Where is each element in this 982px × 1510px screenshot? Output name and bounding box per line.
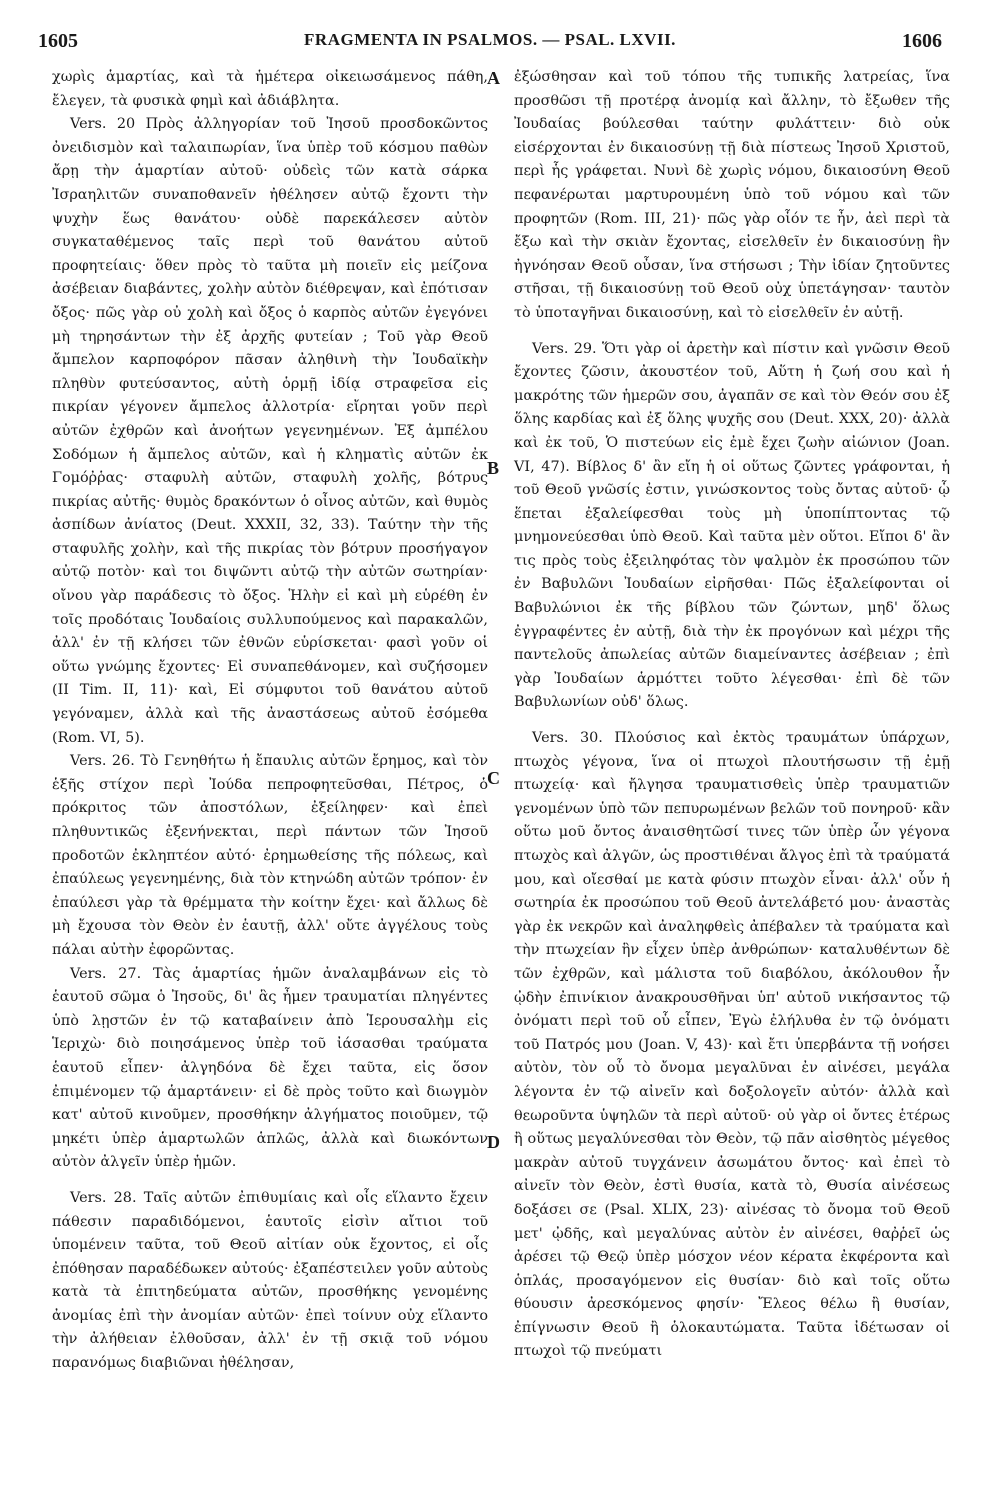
right-column bbox=[514, 66, 950, 1364]
paragraph-vers-26: Vers. 26. Τὸ Γενηθήτω ἡ ἔπαυλις αὐτῶν ἔρημος, καὶ τὸν ἑξῆς στίχον περὶ Ἰούδα πεπροφητεῦσθαι, Πέτρος, ὁ πρόκριτος τῶν ἀποστόλων, ἐξείληφεν· καὶ ἐπεὶ πληθυντικῶς ἐξενήνεκται, περὶ πάντων τῶν Ἰησοῦ προδοτῶν ἐκληπτέον αὐτό· ἐρημωθείσης τῆς πόλεως, καὶ ἐπαύλεως γεγενημένης, διὰ τὸν κτηνώδη αὐτῶν τρόπον· ἐν ἐπαύλεσι γὰρ τὰ θρέμματα τὴν κοίτην ἔχει· καὶ ἄλλως δὲ μὴ ἔχουσα τὸν Θεὸν ἐν ἑαυτῇ, ἀλλ' οὔτε ἀγγέλους τοὺς πάλαι αὐτὴν ἐφορῶντας. bbox=[52, 753, 488, 958]
margin-letter-a: A bbox=[487, 68, 500, 88]
margin-letter-b: B bbox=[487, 458, 500, 478]
page-number-right: 1606 bbox=[902, 30, 942, 52]
page-number-left: 1605 bbox=[38, 30, 78, 52]
paragraph-vers-30: Vers. 30. Πλούσιος καὶ ἐκτὸς τραυμάτων ὑπάρχων, πτωχὸς γέγονα, ἵνα οἱ πτωχοὶ πλουτήσωσιν τῇ ἐμῇ πτωχείᾳ· καὶ ἤλγησα τραυματισθεὶς ὑπὲρ τραυματιῶν γενομένων ὑπὸ τῶν πεπυρωμένων βελῶν τοῦ πονηροῦ· κἂν οὕτω μοῦ ὄντος ἀναισθητῶσί τινες τῶν ὑπὲρ ὧν γέγονα πτωχὸς καὶ ἀλγῶν, ὡς προστιθέναι ἄλγος ἐπὶ τὰ τραύματά μου, καὶ οἴεσθαί με κατὰ φύσιν πτωχὸν εἶναι· ἀλλ' οὖν ἡ σωτηρία ἐκ προσώπου τοῦ Θεοῦ ἀντελάβετό μου· ἀναστὰς γὰρ ἐκ νεκρῶν καὶ ἀναληφθεὶς ἀπέβαλεν τὰ τραύματα καὶ τὴν πτωχείαν ἣν εἶχεν ὑπὲρ ἀνθρώπων· καταλυθέντων δὲ τῶν ἐχθρῶν, καὶ μάλιστα τοῦ διαβόλου, ἀκόλουθον ἦν ᾠδὴν ἐπινίκιον ἀνακρουσθῆναι ὑπ' αὐτοῦ νικήσαντος τῷ ὀνόματι περὶ τοῦ οὗ εἶπεν, Ἐγὼ ἐλήλυθα ἐν τῷ ὀνόματι τοῦ Πατρός μου (Joan. V, 43)· καὶ ἔτι ὑπερβάντα τῇ νοήσει αὐτὸν, τὸν οὗ τὸ ὄνομα μεγαλῦναι ἐν αἰνέσει, μεγάλα λέγοντα ἐν τῷ αἰνεῖν καὶ δοξολογεῖν αὐτόν· ἀλλὰ καὶ θεωροῦντα ὑψηλῶν τὰ περὶ αὐτοῦ· οὐ γὰρ οἱ ὄντες ἑτέρως ἢ οὕτως μεγαλύνεσθαι τὸν Θεὸν, τῷ πᾶν αἰσθητὸς μέγεθος μακρὰν αὐτοῦ τυγχάνειν ἀσωμάτου ὄντος· καὶ ἐπεὶ τὸ αἰνεῖν τὸν Θεὸν, ἐστὶ θυσία, κατὰ τὸ, Θυσία αἰνέσεως δοξάσει σε (Psal. XLIX, 23)· αἰνέσας τὸ ὄνομα τοῦ Θεοῦ μετ' ᾠδῆς, καὶ μεγαλύνας αὐτὸν ἐν αἰνέσει, θαῤῥεῖ ὡς ἀρέσει τῷ Θεῷ ὑπὲρ μόσχον νέον κέρατα ἐκφέροντα καὶ ὁπλάς, προσαγόμενον εἰς θυσίαν· διὸ καὶ τοῖς οὕτω θύουσιν ἀρεσκόμενος φησίν· Ἔλεος θέλω ἢ θυσίαν, ἐπίγνωσιν Θεοῦ ἢ ὁλοκαυτώματα. Ταῦτα ἰδέτωσαν οἱ πτωχοὶ τῷ πνεύματι bbox=[514, 730, 950, 1360]
paragraph-continuation-right: ἐξώσθησαν καὶ τοῦ τόπου τῆς τυπικῆς λατρείας, ἵνα προσθῶσι τῇ προτέρᾳ ἀνομίᾳ καὶ ἄλλην, τὸ ἔξωθεν τῆς Ἰουδαίας βούλεσθαι ταύτην φυλάττειν· διὸ οὐκ εἰσέρχονται ἐν δικαιοσύνῃ τῇ διὰ πίστεως Ἰησοῦ Χριστοῦ, περὶ ἧς γράφεται. Νυνὶ δὲ χωρὶς νόμου, δικαιοσύνη Θεοῦ πεφανέρωται μαρτυρουμένη ὑπὸ τοῦ νόμου καὶ τῶν προφητῶν (Rom. III, 21)· πῶς γὰρ οἷόν τε ἦν, ἀεὶ περὶ τὰ ἔξω καὶ τὴν σκιὰν ἔχοντας, εἰσελθεῖν ἐν δικαιοσύνῃ ἣν ἠγνόησαν Θεοῦ οὖσαν, ἵνα στήσωσι ; Τὴν ἰδίαν ζητοῦντες στῆσαι, τῇ δικαιοσύνῃ τοῦ Θεοῦ οὐχ ὑπετάγησαν· ταυτὸν τὸ ὑποταγῆναι δικαιοσύνῃ, καὶ τὸ εἰσελθεῖν ἐν αὐτῇ. bbox=[514, 69, 950, 321]
paragraph-vers-28: Vers. 28. Ταῖς αὐτῶν ἐπιθυμίαις καὶ οἷς εἵλαντο ἔχειν πάθεσιν παραδιδόμενοι, ἑαυτοῖς εἰσὶν αἴτιοι τοῦ ὑπομένειν ταῦτα, τοῦ Θεοῦ αἰτίαν οὐκ ἔχοντος, εἰ οἷς ἐπόθησαν παραδέδωκεν αὐτούς· ἐξαπέστειλεν γοῦν αὐτοὺς κατὰ τὰ ἐπιτηδεύματα αὐτῶν, προσθήκης γενομένης ἀνομίας ἐπὶ τὴν ἀνομίαν αὐτῶν· ἐπεὶ τοίνυν οὐχ εἵλαντο τὴν ἀλήθειαν ἐλθοῦσαν, ἀλλ' ἐν τῇ σκιᾷ τοῦ νόμου παρανόμως διαβιῶναι ἠθέλησαν, bbox=[52, 1189, 488, 1372]
paragraph-vers-27: Vers. 27. Τὰς ἁμαρτίας ἡμῶν ἀναλαμβάνων εἰς τὸ ἑαυτοῦ σῶμα ὁ Ἰησοῦς, δι' ἃς ἦμεν τραυματίαι πληγέντες ὑπὸ λῃστῶν ἐν τῷ καταβαίνειν ἀπὸ Ἱερουσαλὴμ εἰς Ἱεριχὼ· διὸ ποιησάμενος ὑπὲρ τοῦ ἰάσασθαι τραύματα ἑαυτοῦ εἶπεν· ἀλγηδόνα δὲ ἔχει ταῦτα, εἰς ὅσον ἐπιμένομεν τῷ ἁμαρτάνειν· εἰ δὲ πρὸς τοῦτο καὶ διωγμὸν κατ' αὐτοῦ κινοῦμεν, προσθήκην ἀλγήματος ποιοῦμεν, τῷ μηκέτι ὑπὲρ ἁμαρτωλῶν ἁπλῶς, ἀλλὰ καὶ διωκόντων αὐτὸν ἀλγεῖν ὑπὲρ ἡμῶν. bbox=[52, 965, 488, 1171]
paragraph-vers-20: Vers. 20 Πρὸς ἀλληγορίαν τοῦ Ἰησοῦ προσδοκῶντος ὀνειδισμὸν καὶ ταλαιπωρίαν, ἵνα ὑπὲρ τοῦ κόσμου παθὼν ἄρῃ τὴν ἁμαρτίαν αὐτοῦ· οὐδεὶς τῶν κατὰ σάρκα Ἰσραηλιτῶν συναποθανεῖν ἠθέλησεν αὐτῷ ἔχοντι τὴν ψυχὴν ἕως θανάτου· οὐδὲ παρεκάλεσεν αὐτὸν συγκαταθέμενος ταῖς περὶ τοῦ θανάτου αὐτοῦ προφητείαις· ὅθεν πρὸς τὸ ταῦτα μὴ ποιεῖν εἰς μείζονα ἀσέβειαν διαβάντες, χολὴν αὐτὸν διέθρεψαν, καὶ ἐπότισαν ὄξος· πῶς γὰρ οὐ χολὴ καὶ ὄξος ὁ καρπὸς αὐτῶν ἐγεγόνει μὴ τηρησάντων τὴν ἐξ ἀρχῆς φυτείαν ; Τοῦ γὰρ Θεοῦ ἄμπελον καρποφόρον πᾶσαν ἀληθινὴ τὴν Ἰουδαϊκὴν πληθὺν φυτεύσαντος, αὐτὴ ὁρμῇ ἰδίᾳ στραφεῖσα εἰς πικρίαν γέγονεν ἄμπελος ἀλλοτρία· εἴρηται γοῦν περὶ αὐτῶν ἐχθρῶν καὶ ἀνοήτων γεγενημένων. Ἐξ ἀμπέλου Σοδόμων ἡ ἄμπελος αὐτῶν, καὶ ἡ κληματὶς αὐτῶν ἐκ Γομόῤῥας· σταφυλὴ αὐτῶν, σταφυλὴ χολῆς, βότρυς πικρίας αὐτῆς· θυμὸς δρακόντων ὁ οἶνος αὐτῶν, καὶ θυμὸς ἀσπίδων ἀνίατος (Deut. XXXII, 32, 33). Ταύτην τὴν τῆς σταφυλῆς χολὴν, καὶ τῆς πικρίας τὸν βότρυν προσήγαγον αὐτῷ ποτὸν· καὶ τοι διψῶντι αὐτῷ τὴν αὐτῶν σωτηρίαν· οἴνου γὰρ παράδεσις τὸ ὄξος. Ἡλὴν εἰ καὶ μὴ εὑρέθη ἐν τοῖς προδόταις Ἰουδαίοις συλλυπούμενος καὶ παρακαλῶν, ἀλλ' ἐν τῇ κλήσει τῶν ἐθνῶν εὑρίσκεται· φασὶ γοῦν οἱ οὕτω γνώμης ἔχοντες· Εἰ συναπεθάνομεν, καὶ συζήσομεν (II Tim. II, 11)· καὶ, Εἰ σύμφυτοι τοῦ θανάτου αὐτοῦ γεγόναμεν, ἀλλὰ καὶ τῆς ἀναστάσεως αὐτοῦ ἐσόμεθα (Rom. VI, 5). bbox=[52, 116, 488, 746]
paragraph-vers-29: Vers. 29. Ὅτι γὰρ οἱ ἀρετὴν καὶ πίστιν καὶ γνῶσιν Θεοῦ ἔχοντες ζῶσιν, ἀκουστέον τοῦ, Αὕτη ἡ ζωή σου καὶ ἡ μακρότης τῶν ἡμερῶν σου, ἀγαπᾶν σε καὶ τὸν Θεόν σου ἐξ ὅλης καρδίας καὶ ἐξ ὅλης ψυχῆς σου (Deut. XXX, 20)· ἀλλὰ καὶ ἐκ τοῦ, Ὁ πιστεύων εἰς ἐμὲ ἔχει ζωὴν αἰώνιον (Joan. VI, 47). Βίβλος δ' ἂν εἴη ἡ οἱ οὕτως ζῶντες γράφονται, ἡ τοῦ Θεοῦ γνῶσίς ἐστιν, γινώσκοντος τοὺς ὄντας αὐτοῦ· ᾧ ἕπεται ἐξαλείφεσθαι τοὺς μὴ ὑποπίπτοντας τῷ μνημονεύεσθαι ὑπὸ Θεοῦ. Καὶ ταῦτα μὲν οὕτοι. Εἴποι δ' ἂν τις πρὸς τοὺς ἐξειληφότας τὸν ψαλμὸν ἐκ προσώπου τῶν ἐν Βαβυλῶνι Ἰουδαίων εἰρῆσθαι· Πῶς ἐξαλείφονται οἱ Βαβυλώνιοι ἐκ τῆς βίβλου τῶν ζώντων, μηδ' ὅλως ἐγγραφέντες ἐν αὐτῇ, διὰ τὴν ἐκ προγόνων καὶ μέχρι τῆς παντελοῦς ἀπωλείας αὐτῶν διαμείναντες ἀσέβειαν ; ἐπὶ γὰρ Ἰουδαίων ἁρμόττει τοῦτο λέγεσθαι· ἐπὶ δὲ τῶν Βαβυλωνίων οὐδ' ὅλως. bbox=[514, 340, 950, 711]
page-header bbox=[38, 30, 942, 64]
paragraph-continuation: χωρὶς ἁμαρτίας, καὶ τὰ ἡμέτερα οἰκειωσάμενος πάθη, ἔλεγεν, τὰ φυσικὰ φημὶ καὶ ἀδιάβλητα. bbox=[52, 69, 488, 109]
margin-letter-c: C bbox=[487, 768, 500, 788]
left-column bbox=[52, 66, 488, 1376]
margin-letter-d: D bbox=[487, 1132, 500, 1152]
running-title: FRAGMENTA IN PSALMOS. — PSAL. LXVII. bbox=[304, 30, 676, 49]
